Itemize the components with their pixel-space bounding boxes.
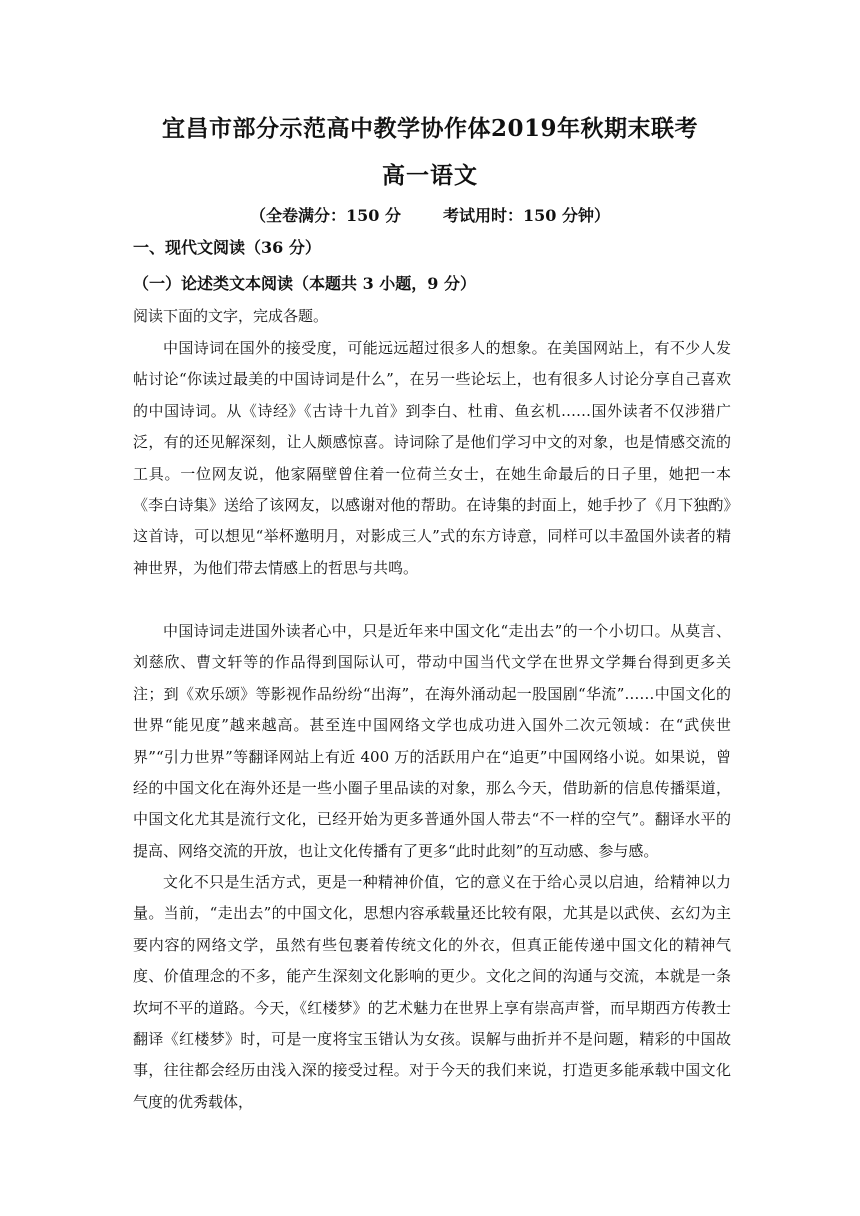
- section-heading: 一、现代文阅读（36 分）: [133, 238, 321, 257]
- exam-info: [0, 203, 860, 226]
- passage-paragraph-2: 中国诗词走进国外读者心中，只是近年来中国文化“走出去”的一个小切口。从莫言、刘慈欣、曹文轩等的作品得到国际认可，带动中国当代文学在世界文学舞台得到更多关注；到《欢乐颂》等影视作品纷纷“出海”，在海外涌动起一股国剧“华流”……中国文化的世界“能见度”越来越高。甚至连中国网络文学也成功进入国外二次元领域：在“武侠世界”“引力世界”等翻译网站上有近 400 万的活跃用户在“追更”中国网络小说。如果说，曾经的中国文化在海外还是一些小圈子里品读的对象，那么今天，借助新的信息传播渠道，中国文化尤其是流行文化，已经开始为更多普通外国人带去“不一样的空气”。翻译水平的提高、网络交流的开放，也让文化传播有了更多“此时此刻”的互动感、参与感。: [133, 622, 731, 860]
- reading-instruction: 阅读下面的文字，完成各题。: [133, 307, 329, 325]
- passage-paragraph-1: 中国诗词在国外的接受度，可能远远超过很多人的想象。在美国网站上，有不少人发帖讨论“你读过最美的中国诗词是什么”，在另一些论坛上，也有很多人讨论分享自己喜欢的中国诗词。从《诗经》《古诗十九首》到李白、杜甫、鱼玄机……国外读者不仅涉猎广泛，有的还见解深刻，让人颇感惊喜。诗词除了是他们学习中文的对象，也是情感交流的工具。一位网友说，他家隔壁曾住着一位荷兰女士，在她生命最后的日子里，她把一本《李白诗集》送给了该网友，以感谢对他的帮助。在诗集的封面上，她手抄了《月下独酌》这首诗，可以想见“举杯邀明月，对影成三人”式的东方诗意，同样可以丰盈国外读者的精神世界，为他们带去情感上的哲思与共鸣。: [133, 339, 731, 577]
- passage-paragraph-3: 文化不只是生活方式，更是一种精神价值，它的意义在于给心灵以启迪，给精神以力量。当前，“走出去”的中国文化，思想内容承载量还比较有限，尤其是以武侠、玄幻为主要内容的网络文学，虽然有些包裹着传统文化的外衣，但真正能传递中国文化的精神气度、价值理念的不多，能产生深刻文化影响的更少。文化之间的沟通与交流，本就是一条坎坷不平的道路。今天，《红楼梦》的艺术魅力在世界上享有崇高声誉，而早期西方传教士翻译《红楼梦》时，可是一度将宝玉错认为女孩。误解与曲折并不是问题，精彩的中国故事，往往都会经历由浅入深的接受过程。对于今天的我们来说，打造更多能承载中国文化气度的优秀载体，: [133, 873, 731, 1111]
- duration-text: 考试用时：150 分钟）: [443, 206, 610, 225]
- full-score-text: （全卷满分：150 分: [250, 206, 401, 225]
- subsection-heading: （一）论述类文本阅读（本题共 3 小题，9 分）: [133, 274, 476, 293]
- exam-title: 宜昌市部分示范高中教学协作体2019年秋期末联考: [161, 115, 698, 142]
- exam-subject: 高一语文: [382, 162, 478, 189]
